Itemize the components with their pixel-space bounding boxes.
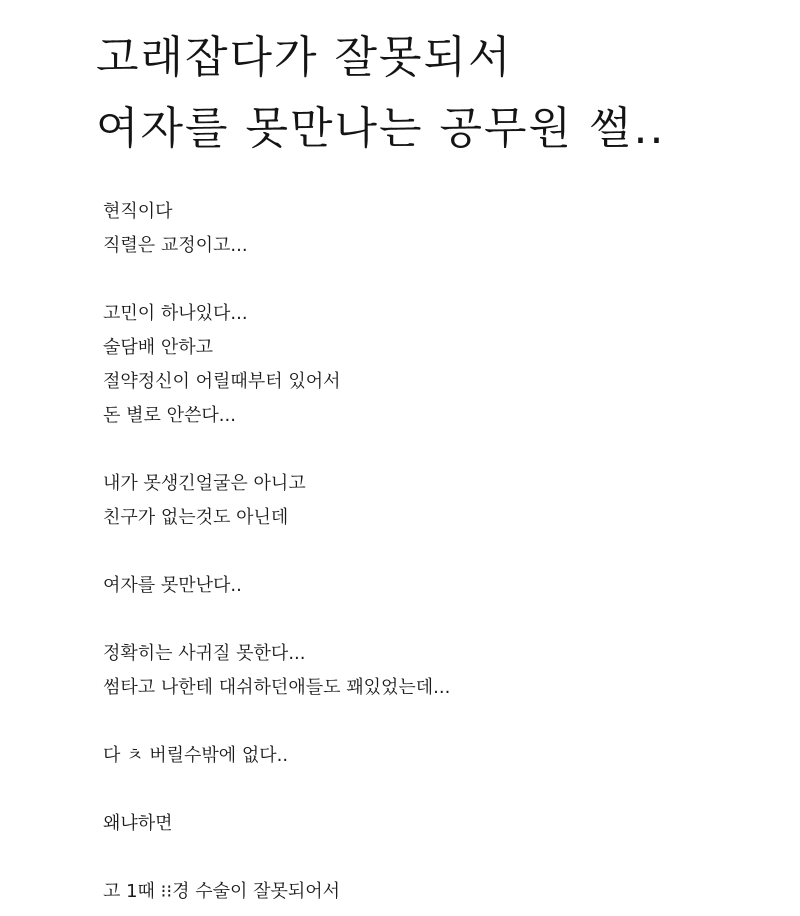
- body-line: 내가 못생긴얼굴은 아니고: [103, 473, 306, 494]
- post-title: [96, 22, 665, 164]
- paragraph-gap: [103, 263, 763, 297]
- paragraph-gap: [103, 841, 763, 875]
- paragraph-gap: [103, 773, 763, 807]
- title-line-2: 여자를 못만나는 공무원 썰..: [96, 103, 666, 154]
- title-line-1: 고래잡다가 잘못되서: [96, 32, 513, 83]
- body-line: 고민이 하나있다...: [103, 303, 248, 324]
- body-line: 다 ㅊ 버릴수밖에 없다..: [103, 745, 289, 766]
- body-line: 정확히는 사귀질 못한다...: [103, 643, 306, 664]
- body-line: 돈 별로 안쓴다...: [103, 405, 236, 426]
- body-line: 고 1때 ⁝⁝경 수술이 잘못되어서: [103, 881, 341, 902]
- body-line: 현직이다: [103, 201, 173, 222]
- post-body: [103, 195, 763, 909]
- paragraph-gap: [103, 535, 763, 569]
- body-line: 절약정신이 어릴때부터 있어서: [103, 371, 341, 392]
- body-line: 여자를 못만난다..: [103, 575, 242, 596]
- body-line: 친구가 없는것도 아닌데: [103, 507, 289, 528]
- body-line: 직렬은 교정이고...: [103, 235, 248, 256]
- paragraph-gap: [103, 705, 763, 739]
- paragraph-gap: [103, 433, 763, 467]
- body-line: 썸타고 나한테 대쉬하던애들도 꽤있었는데...: [103, 677, 451, 698]
- body-line: 왜냐하면: [103, 813, 173, 834]
- paragraph-gap: [103, 603, 763, 637]
- body-line: 술담배 안하고: [103, 337, 214, 358]
